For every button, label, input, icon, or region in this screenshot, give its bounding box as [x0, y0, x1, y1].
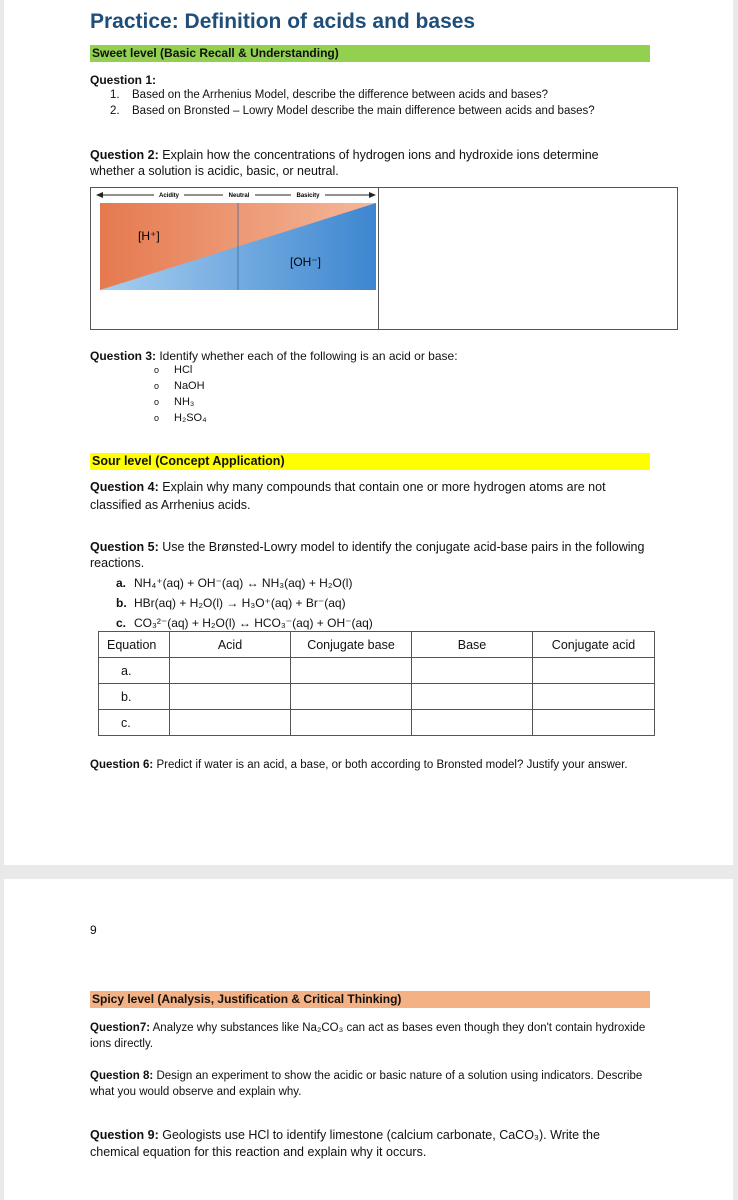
sour-level-heading: Sour level (Concept Application) — [90, 453, 650, 470]
hydrogen-ion-label: [H⁺] — [138, 229, 160, 243]
scale-label-acidity: Acidity — [158, 193, 180, 199]
table-header-row — [99, 632, 655, 658]
question-3-item: o H₂SO₄ — [154, 412, 207, 424]
table-row — [99, 710, 655, 736]
row-label: c. — [99, 710, 170, 736]
row-label: a. — [99, 658, 170, 684]
question-3-item: o NaOH — [154, 380, 205, 392]
question-2: Question 2: Explain how the concentrations of hydrogen ions and hydroxide ions determine whether a solution is acidic, basic, or neutral. — [90, 148, 599, 178]
answer-cell[interactable] — [412, 658, 533, 684]
reaction-b: b. HBr(aq) + H₂O(l) → H₃O⁺(aq) + Br⁻(aq) — [116, 596, 346, 610]
answer-cell[interactable] — [533, 710, 655, 736]
sweet-level-heading: Sweet level (Basic Recall & Understanding) — [90, 45, 650, 62]
question-3: Question 3: Identify whether each of the following is an acid or base: — [90, 349, 458, 363]
header-base: Base — [412, 632, 533, 658]
spicy-level-heading: Spicy level (Analysis, Justification & Critical Thinking) — [90, 991, 650, 1008]
answer-cell[interactable] — [533, 658, 655, 684]
conjugate-pairs-table — [98, 631, 655, 736]
table-row — [99, 658, 655, 684]
answer-cell[interactable] — [412, 710, 533, 736]
hydroxide-ion-label: [OH⁻] — [290, 255, 322, 269]
question-1-item-1: 1. Based on the Arrhenius Model, describe the difference between acids and bases? — [110, 89, 548, 101]
reaction-c: c. CO₃²⁻(aq) + H₂O(l) ↔ HCO₃⁻(aq) + OH⁻(aq) — [116, 616, 373, 630]
table-row — [99, 684, 655, 710]
ph-scale-diagram — [94, 188, 378, 292]
question-1-label: Question 1: — [90, 73, 157, 87]
answer-cell[interactable] — [291, 710, 412, 736]
question-3-item: o HCl — [154, 364, 193, 376]
worksheet-page-1 — [4, 0, 733, 865]
page-number: 9 — [90, 923, 97, 937]
question-3-item: o NH₃ — [154, 396, 195, 408]
question-4: Question 4: Explain why many compounds that contain one or more hydrogen atoms are not classified as Arrhenius acids. — [90, 480, 606, 512]
answer-box-divider — [378, 187, 379, 330]
question-7: Question7: Analyze why substances like Na₂CO₃ can act as bases even though they don't contain hydroxide ions directly. — [90, 1022, 646, 1050]
answer-cell[interactable] — [291, 684, 412, 710]
question-9: Question 9: Geologists use HCl to identify limestone (calcium carbonate, CaCO₃). Write the chemical equation for this reaction and explain why it occurs. — [90, 1128, 600, 1159]
scale-label-basicity: Basicity — [296, 193, 320, 199]
header-conjugate-acid: Conjugate acid — [533, 632, 655, 658]
question-8: Question 8: Design an experiment to show the acidic or basic nature of a solution using indicators. Describe what you would observe and explain why. — [90, 1070, 643, 1098]
scale-arrow-right-icon — [369, 192, 376, 198]
reaction-a: a. NH₄⁺(aq) + OH⁻(aq) ↔ NH₃(aq) + H₂O(l) — [116, 576, 353, 590]
answer-cell[interactable] — [170, 684, 291, 710]
question-5: Question 5: Use the Brønsted-Lowry model to identify the conjugate acid-base pairs in the following reactions. — [90, 540, 645, 570]
scale-label-neutral: Neutral — [228, 193, 250, 199]
header-acid: Acid — [170, 632, 291, 658]
question-6: Question 6: Predict if water is an acid, a base, or both according to Bronsted model? Justify your answer. — [90, 759, 628, 771]
answer-cell[interactable] — [533, 684, 655, 710]
header-conjugate-base: Conjugate base — [291, 632, 412, 658]
answer-cell[interactable] — [170, 710, 291, 736]
answer-cell[interactable] — [291, 658, 412, 684]
row-label: b. — [99, 684, 170, 710]
scale-arrow-left-icon — [96, 192, 103, 198]
question-1-item-2: 2. Based on Bronsted – Lowry Model describe the main difference between acids and bases? — [110, 105, 595, 117]
page-title: Practice: Definition of acids and bases — [90, 10, 476, 33]
header-equation: Equation — [99, 632, 170, 658]
worksheet-page-2 — [4, 879, 733, 1200]
answer-cell[interactable] — [412, 684, 533, 710]
answer-cell[interactable] — [170, 658, 291, 684]
